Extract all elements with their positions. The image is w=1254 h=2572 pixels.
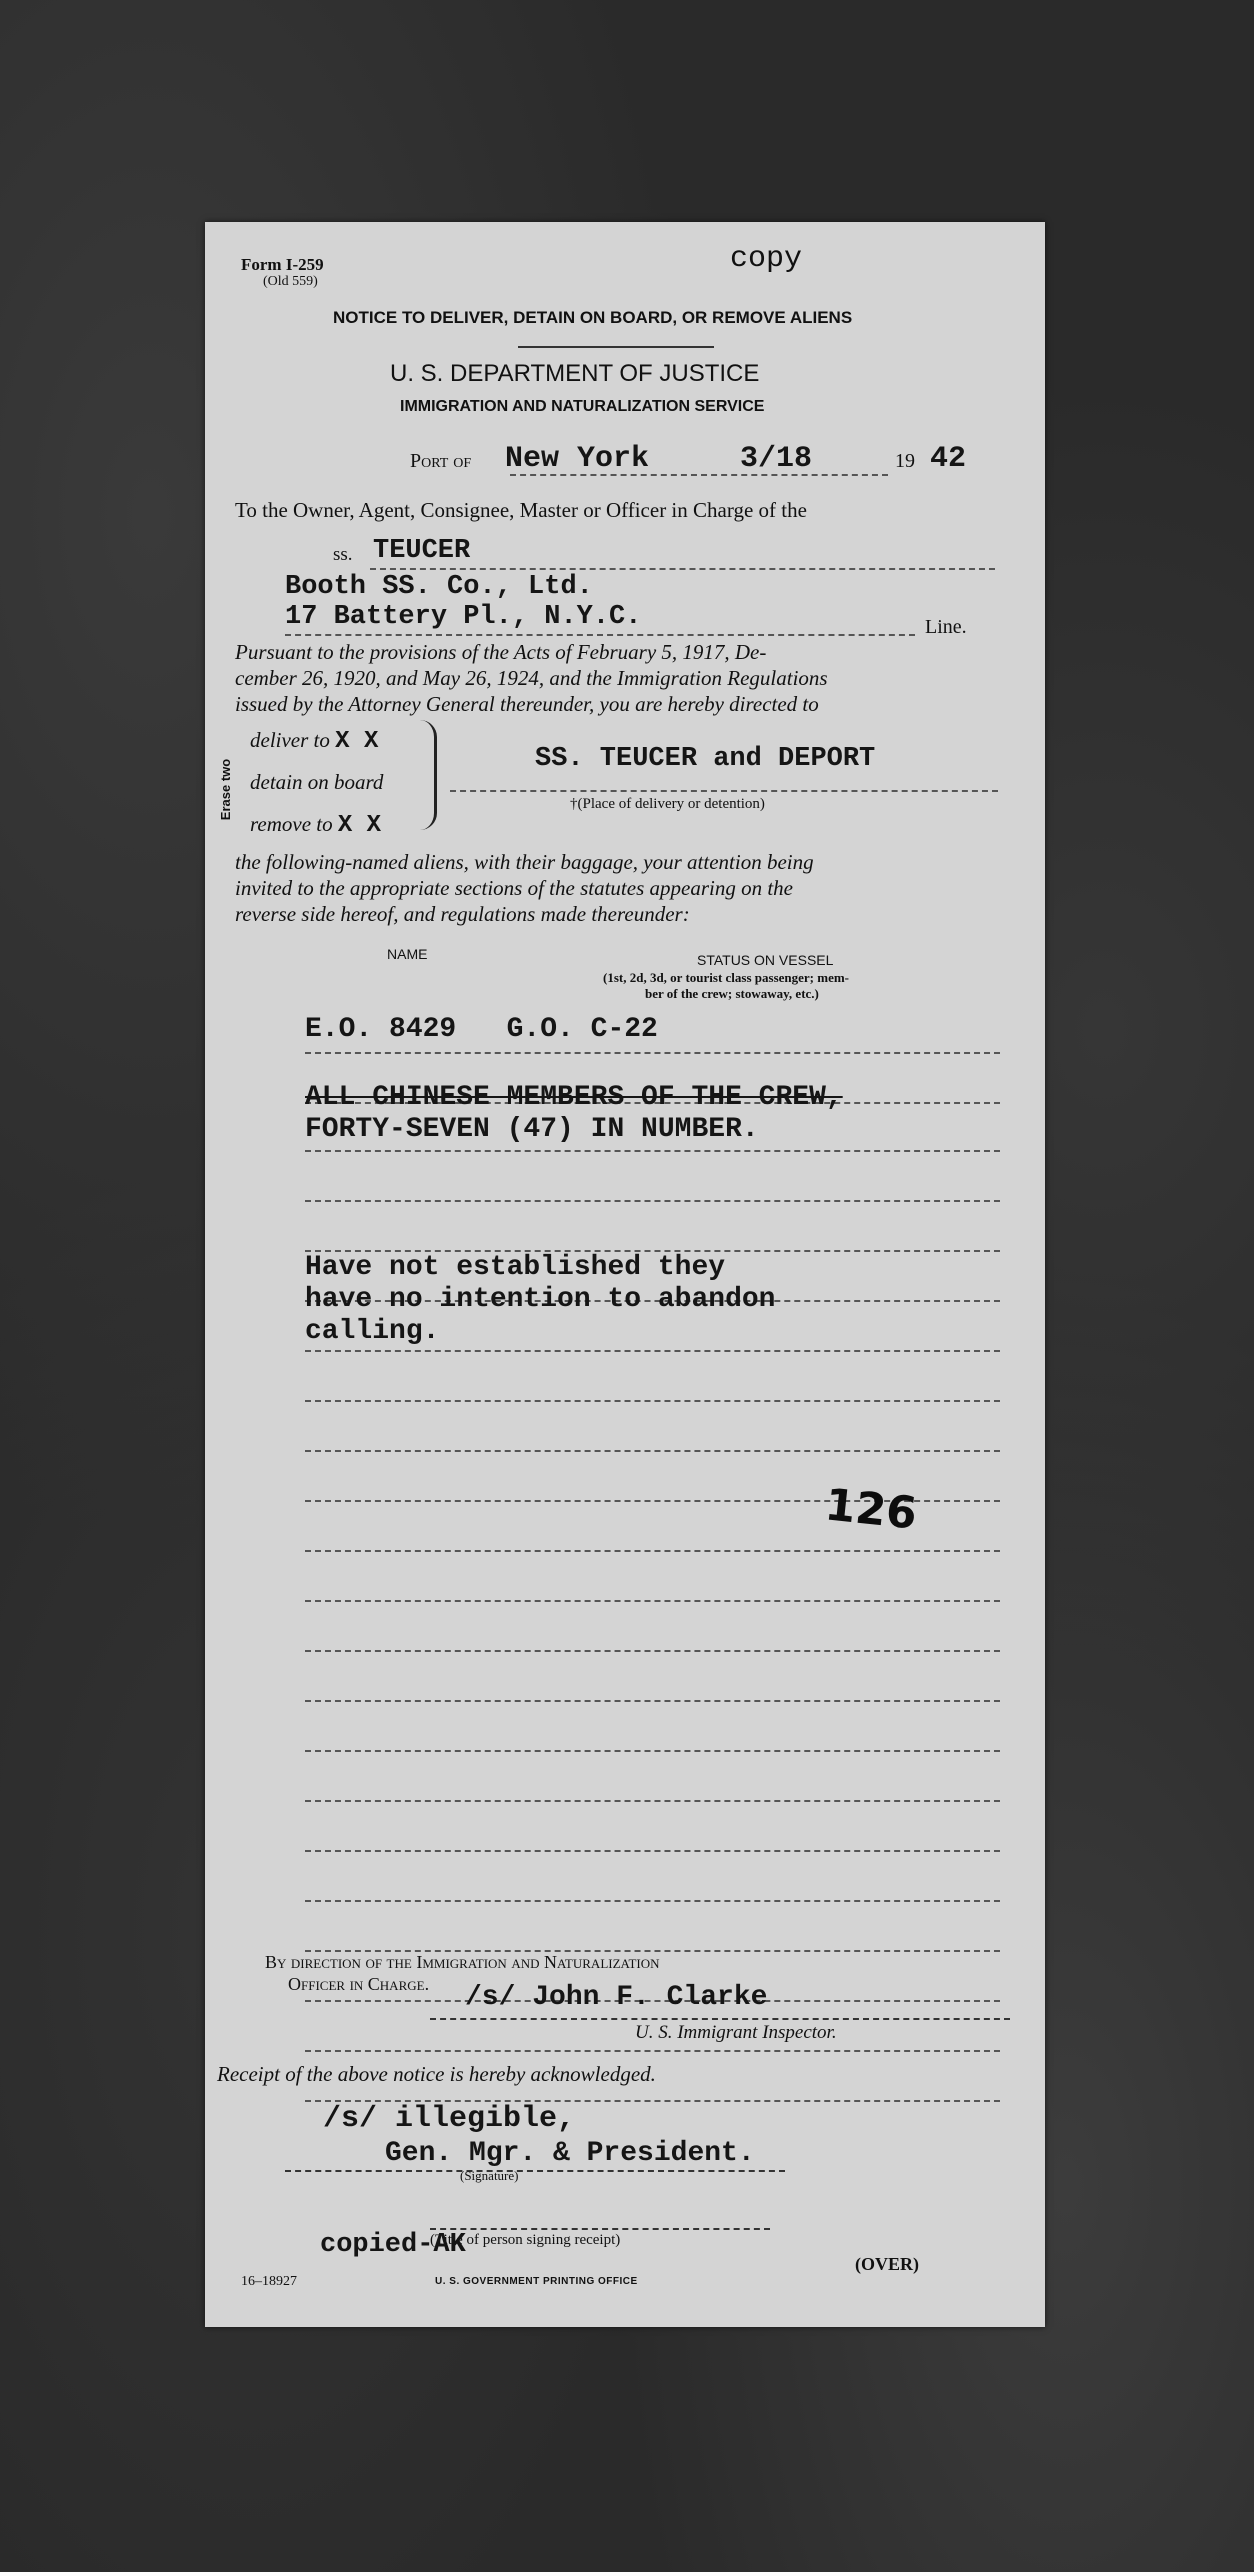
signature-caption: (Signature): [460, 2168, 519, 2183]
officer-title: U. S. Immigrant Inspector.: [635, 2022, 837, 2043]
entry-rule: [305, 1850, 1000, 1852]
reason-line-3: calling.: [305, 1316, 440, 1347]
entry-rule: [305, 1150, 1000, 1152]
copied-mark: copied-AK: [320, 2230, 466, 2260]
service-title: IMMIGRATION AND NATURALIZATION SERVICE: [400, 398, 765, 415]
remove-label: remove to: [250, 812, 333, 836]
entry-rule: [305, 1550, 1000, 1552]
receipt-acknowledgement: Receipt of the above notice is hereby acknowledged.: [217, 2062, 656, 2086]
entry-rule: [305, 1900, 1000, 1902]
deliver-label: deliver to: [250, 728, 330, 752]
status-note-2: ber of the crew; stowaway, etc.): [645, 986, 819, 1001]
addressee-intro: To the Owner, Agent, Consignee, Master or Officer in Charge of the: [235, 498, 807, 522]
old-form-number: (Old 559): [263, 274, 318, 289]
pursuant-line-3: issued by the Attorney General thereunder, you are hereby directed to: [235, 692, 819, 716]
deliver-strike-mark: X X: [335, 728, 379, 755]
entry-rule: [305, 1400, 1000, 1402]
receipt-signer: /s/ illegible,: [323, 2102, 576, 2136]
following-line-1: the following-named aliens, with their baggage, your attention being: [235, 850, 814, 874]
copy-mark: copy: [730, 242, 803, 276]
direction-line-1: By direction of the Immigration and Naturalization: [265, 1952, 660, 1972]
entry-rule: [305, 1052, 1000, 1054]
form-code: 16–18927: [241, 2274, 297, 2289]
year-value: 42: [930, 442, 967, 476]
following-line-2: invited to the appropriate sections of the statutes appearing on the: [235, 876, 793, 900]
order-reference: E.O. 8429 G.O. C-22: [305, 1014, 658, 1045]
status-column-header: STATUS ON VESSEL: [697, 952, 834, 968]
place-caption: †(Place of delivery or detention): [570, 796, 765, 812]
erase-two-label: Erase two: [218, 758, 234, 821]
option-detain: detain on board: [250, 770, 384, 794]
crew-line-1: ALL CHINESE MEMBERS OF THE CREW,: [305, 1082, 843, 1113]
line-underline: [285, 634, 915, 636]
entry-rule: [305, 1700, 1000, 1702]
delivery-action: SS. TEUCER and DEPORT: [535, 744, 876, 774]
reason-line-2: have no intention to abandon: [305, 1284, 776, 1315]
title-caption: (Title of person signing receipt): [430, 2232, 621, 2248]
following-line-3: reverse side hereof, and regulations made thereunder:: [235, 902, 690, 926]
entry-rule: [305, 1200, 1000, 1202]
entry-rule: [305, 1600, 1000, 1602]
direction-line-2: Officer in Charge.: [288, 1974, 430, 1994]
department-title: U. S. DEPARTMENT OF JUSTICE: [390, 360, 760, 387]
port-label: Port of: [410, 450, 472, 472]
delivery-underline: [450, 790, 998, 792]
vessel-name: TEUCER: [373, 536, 471, 566]
over-label: (OVER): [855, 2254, 919, 2274]
options-brace: [420, 720, 437, 830]
address-text: 17 Battery Pl., N.Y.C.: [285, 602, 642, 632]
entry-rule: [305, 1350, 1000, 1352]
printer-line: U. S. GOVERNMENT PRINTING OFFICE: [435, 2276, 638, 2287]
company-name: Booth SS. Co., Ltd.: [285, 572, 593, 602]
pursuant-line-1: Pursuant to the provisions of the Acts of February 5, 1917, De-: [235, 640, 767, 664]
header-rule: [518, 346, 714, 348]
line-label: Line.: [925, 616, 967, 638]
option-remove: [250, 812, 381, 839]
entry-rule: [305, 2050, 1000, 2052]
name-column-header: NAME: [387, 946, 428, 962]
reason-line-1: Have not established they: [305, 1252, 726, 1283]
officer-signature-line: [430, 2018, 1010, 2020]
notice-date: 3/18: [740, 442, 813, 476]
form-number: Form I-259: [241, 255, 324, 274]
receipt-signature-line: [285, 2170, 785, 2172]
entry-rule: [305, 1800, 1000, 1802]
officer-signature: /s/ John F. Clarke: [465, 1982, 768, 2013]
year-prefix: 19: [895, 450, 915, 472]
receipt-signer-title: Gen. Mgr. & President.: [385, 2138, 755, 2169]
company-address: [285, 602, 641, 632]
option-deliver: [250, 728, 378, 755]
ss-label: ss.: [333, 544, 353, 565]
vessel-underline: [370, 568, 995, 570]
notice-document: [205, 222, 1045, 2327]
notice-title: NOTICE TO DELIVER, DETAIN ON BOARD, OR REMOVE ALIENS: [333, 308, 853, 327]
crew-line-2: FORTY-SEVEN (47) IN NUMBER.: [305, 1114, 759, 1145]
port-name: New York: [505, 442, 650, 476]
stamp-number: 126: [822, 1479, 920, 1540]
title-line: [430, 2228, 770, 2230]
remove-strike-mark: X X: [337, 812, 382, 839]
pursuant-line-2: cember 26, 1920, and May 26, 1924, and the Immigration Regulations: [235, 666, 828, 690]
entry-rule: [305, 1650, 1000, 1652]
entry-rule: [305, 1450, 1000, 1452]
entry-rule: [305, 1750, 1000, 1752]
status-note-1: (1st, 2d, 3d, or tourist class passenger; mem-: [603, 970, 850, 985]
